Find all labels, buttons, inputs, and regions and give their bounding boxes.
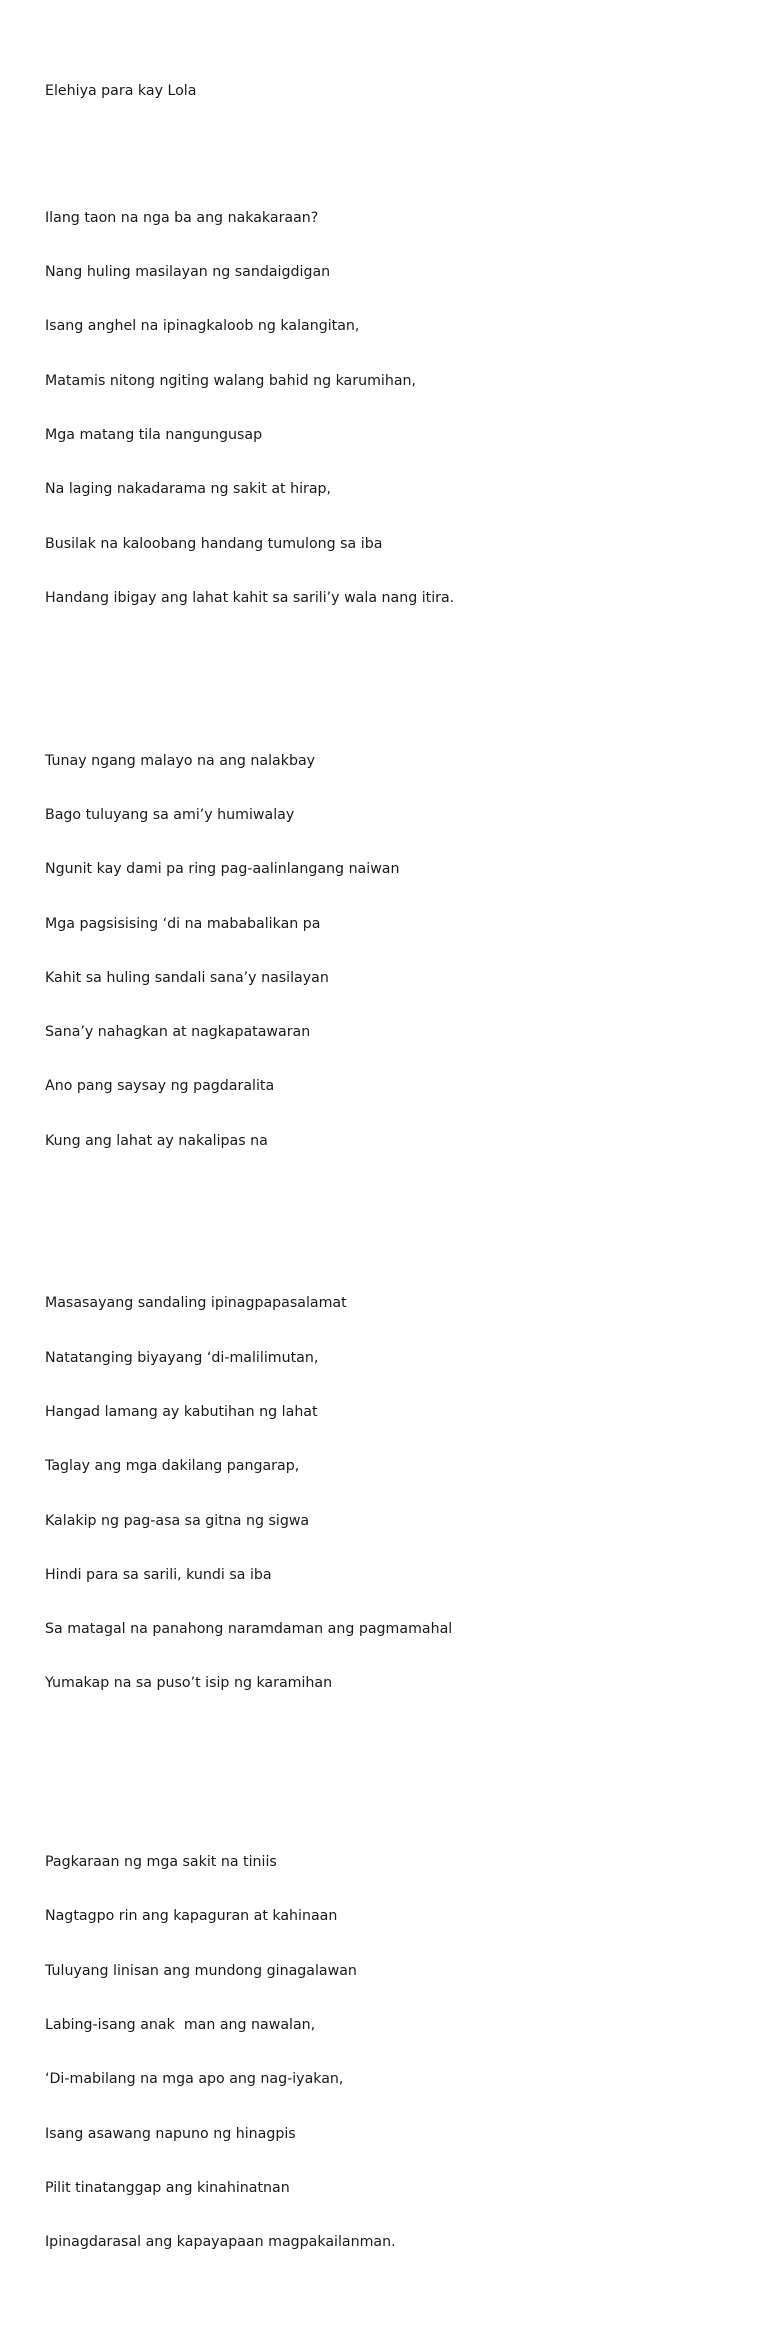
stanza-line: Pagkaraan ng mga sakit na tiniis <box>45 1854 277 1871</box>
stanza-line: Isang asawang napuno ng hinagpis <box>45 2125 296 2142</box>
stanza-line: Sana’y nahagkan at nagkapatawaran <box>45 1024 311 1041</box>
stanza-4 <box>45 1817 745 2287</box>
stanza-line: Tuluyang linisan ang mundong ginagalawan <box>45 1962 357 1979</box>
stanza-2 <box>45 715 745 1185</box>
stanza-line: Labing-isang anak man ang nawalan, <box>45 2017 316 2034</box>
stanza-line: Nang huling masilayan ng sandaigdigan <box>45 264 331 281</box>
stanza-line: Bago tuluyang sa ami’y humiwalay <box>45 806 295 823</box>
stanza-line: ‘Di-mabilang na mga apo ang nag-iyakan, <box>45 2071 344 2088</box>
stanza-line: Hindi para sa sarili, kundi sa iba <box>45 1566 272 1583</box>
stanza-line: Ilang taon na nga ba ang nakakaraan? <box>45 209 319 226</box>
stanza-line: Hangad lamang ay kabutihan ng lahat <box>45 1404 318 1421</box>
poem-title: Elehiya para kay Lola <box>45 83 197 100</box>
stanza-line: Mga matang tila nangungusap <box>45 426 263 443</box>
stanza-line: Masasayang sandaling ipinagpapasalamat <box>45 1295 347 1312</box>
stanza-3 <box>45 1258 745 1728</box>
poem-body <box>45 46 745 2342</box>
stanza-line: Yumakap na sa puso’t isip ng karamihan <box>45 1675 333 1692</box>
stanza-line: Matamis nitong ngiting walang bahid ng karumihan, <box>45 372 417 389</box>
stanza-line: Busilak na kaloobang handang tumulong sa iba <box>45 535 383 552</box>
stanza-line: Kalakip ng pag-asa sa gitna ng sigwa <box>45 1512 310 1529</box>
stanza-line: Handang ibigay ang lahat kahit sa sarili’y wala nang itira. <box>45 589 455 606</box>
stanza-line: Pilit tinatanggap ang kinahinatnan <box>45 2179 290 2196</box>
stanza-line: Taglay ang mga dakilang pangarap, <box>45 1458 300 1475</box>
stanza-line: Ano pang saysay ng pagdaralita <box>45 1078 275 1095</box>
stanza-line: Mga pagsisising ‘di na mababalikan pa <box>45 915 321 932</box>
stanza-line: Kung ang lahat ay nakalipas na <box>45 1132 268 1149</box>
stanza-line: Tunay ngang malayo na ang nalakbay <box>45 752 316 769</box>
stanza-line: Kahit sa huling sandali sana’y nasilayan <box>45 969 329 986</box>
stanza-line: Ipinagdarasal ang kapayapaan magpakailanman. <box>45 2234 396 2251</box>
stanza-line: Natatanging biyayang ‘di-malilimutan, <box>45 1349 319 1366</box>
stanza-1 <box>45 173 745 643</box>
stanza-line: Nagtagpo rin ang kapaguran at kahinaan <box>45 1908 338 1925</box>
stanza-line: Ngunit kay dami pa ring pag-aalinlangang naiwan <box>45 861 400 878</box>
stanza-line: Isang anghel na ipinagkaloob ng kalangitan, <box>45 318 360 335</box>
stanza-line: Sa matagal na panahong naramdaman ang pagmamahal <box>45 1621 453 1638</box>
stanza-line: Na laging nakadarama ng sakit at hirap, <box>45 481 332 498</box>
